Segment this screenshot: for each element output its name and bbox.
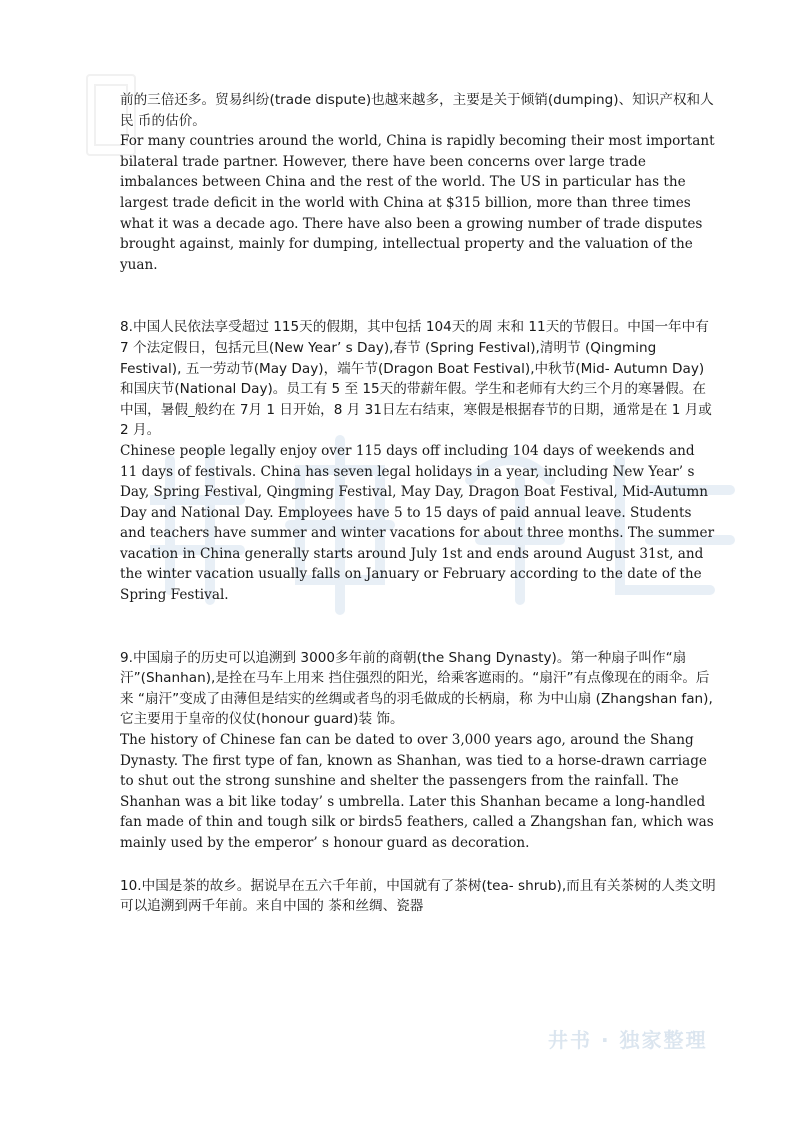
paragraph-10-chinese: 10.中国是茶的故乡。据说早在五六千年前，中国就有了茶树(tea- shrub),而且有关茶树的人类文明可以追溯到两千年前。来自中国的 茶和丝绸、瓷器 [120,877,716,915]
paragraph-9-chinese: 9.中国扇子的历史可以追溯到 3000多年前的商朝(the Shang Dynasty)。第一种扇子叫作“扇汗”(Shanhan),是拴在马车上用来 挡住强烈的阳光，给乘客遮雨的。“扇汗”有点像现在的雨伞。后来 “扇汗”变成了由薄但是结实的丝绸或者鸟的羽毛做成的长柄扇，称 为中山扇 (Zhangshan fan),它主要用于皇帝的仪仗(honour guard)装 饰。 [120,649,713,728]
paragraph-gap [120,854,716,876]
paragraph-gap [120,275,716,317]
watermark-text [548,1024,728,1054]
watermark-label: 井书 · 独家整理 [548,1028,708,1052]
paragraph-7-chinese: 前的三倍还多。贸易纠纷(trade dispute)也越来越多，主要是关于倾销(dumping)、知识产权和人民 币的估价。 [120,92,714,129]
paragraph-8-english: Chinese people legally enjoy over 115 days off including 104 days of weekends and 11 days of festivals. China has seven legal holidays in a year, including New Year’ s Day, Spring Festival, Qingming Festival, May Day, Dragon Boat Festival, Mid-Autumn Day and National Day. Employees have 5 to 15 days of paid annual leave. Students and teachers have summer and winter vacations for about three months. The summer vacation in China generally starts around July 1st and ends around August 31st, and the winter vacation usually falls on January or February according to the date of the Spring Festival. [120,442,719,604]
paragraph-7-english: For many countries around the world, China is rapidly becoming their most important bilateral trade partner. However, there have been concerns over large trade imbalances between China and the rest of the world. The US in particular has the largest trade deficit in the world with China at $315 billion, more than three times what it was a decade ago. There have also been a growing number of trade disputes brought against, mainly for dumping, intellectual property and the valuation of the yuan. [120,133,719,273]
paragraph-gap [120,606,716,648]
paragraph-8-chinese: 8.中国人民依法享受超过 115天的假期，其中包括 104天的周 末和 11天的节假日。中国一年中有 7 个法定假日，包括元旦(New Year’ s Day),春节 (Spring Festival),清明节 (Qingming Festival), 五一劳动节(May Day)，端午节(Dragon Boat Festival),中秋节(Mid- Autumn Day)和国庆节(National Day)。员工有 5 至 15天的带薪年假。学生和老师有大约三个月的寒暑假。在中国，暑假_般约在 7月 1 日开始，8 月 31日左右结束，寒假是根据春节的日期，通常是在 1 月或 2 月。 [120,319,717,439]
paragraph-9-english: The history of Chinese fan can be dated to over 3,000 years ago, around the Shang Dynasty. The first type of fan, known as Shanhan, was tied to a horse-drawn carriage to shut out the strong sunshine and shelter the passengers from the rainfall. The Shanhan was a bit like today’ s umbrella. Later this Shanhan became a long-handled fan made of thin and tough silk or birds5 feathers, called a Zhangshan fan, which was mainly used by the emperor’ s honour guard as decoration. [120,732,719,851]
document-body [120,90,719,917]
